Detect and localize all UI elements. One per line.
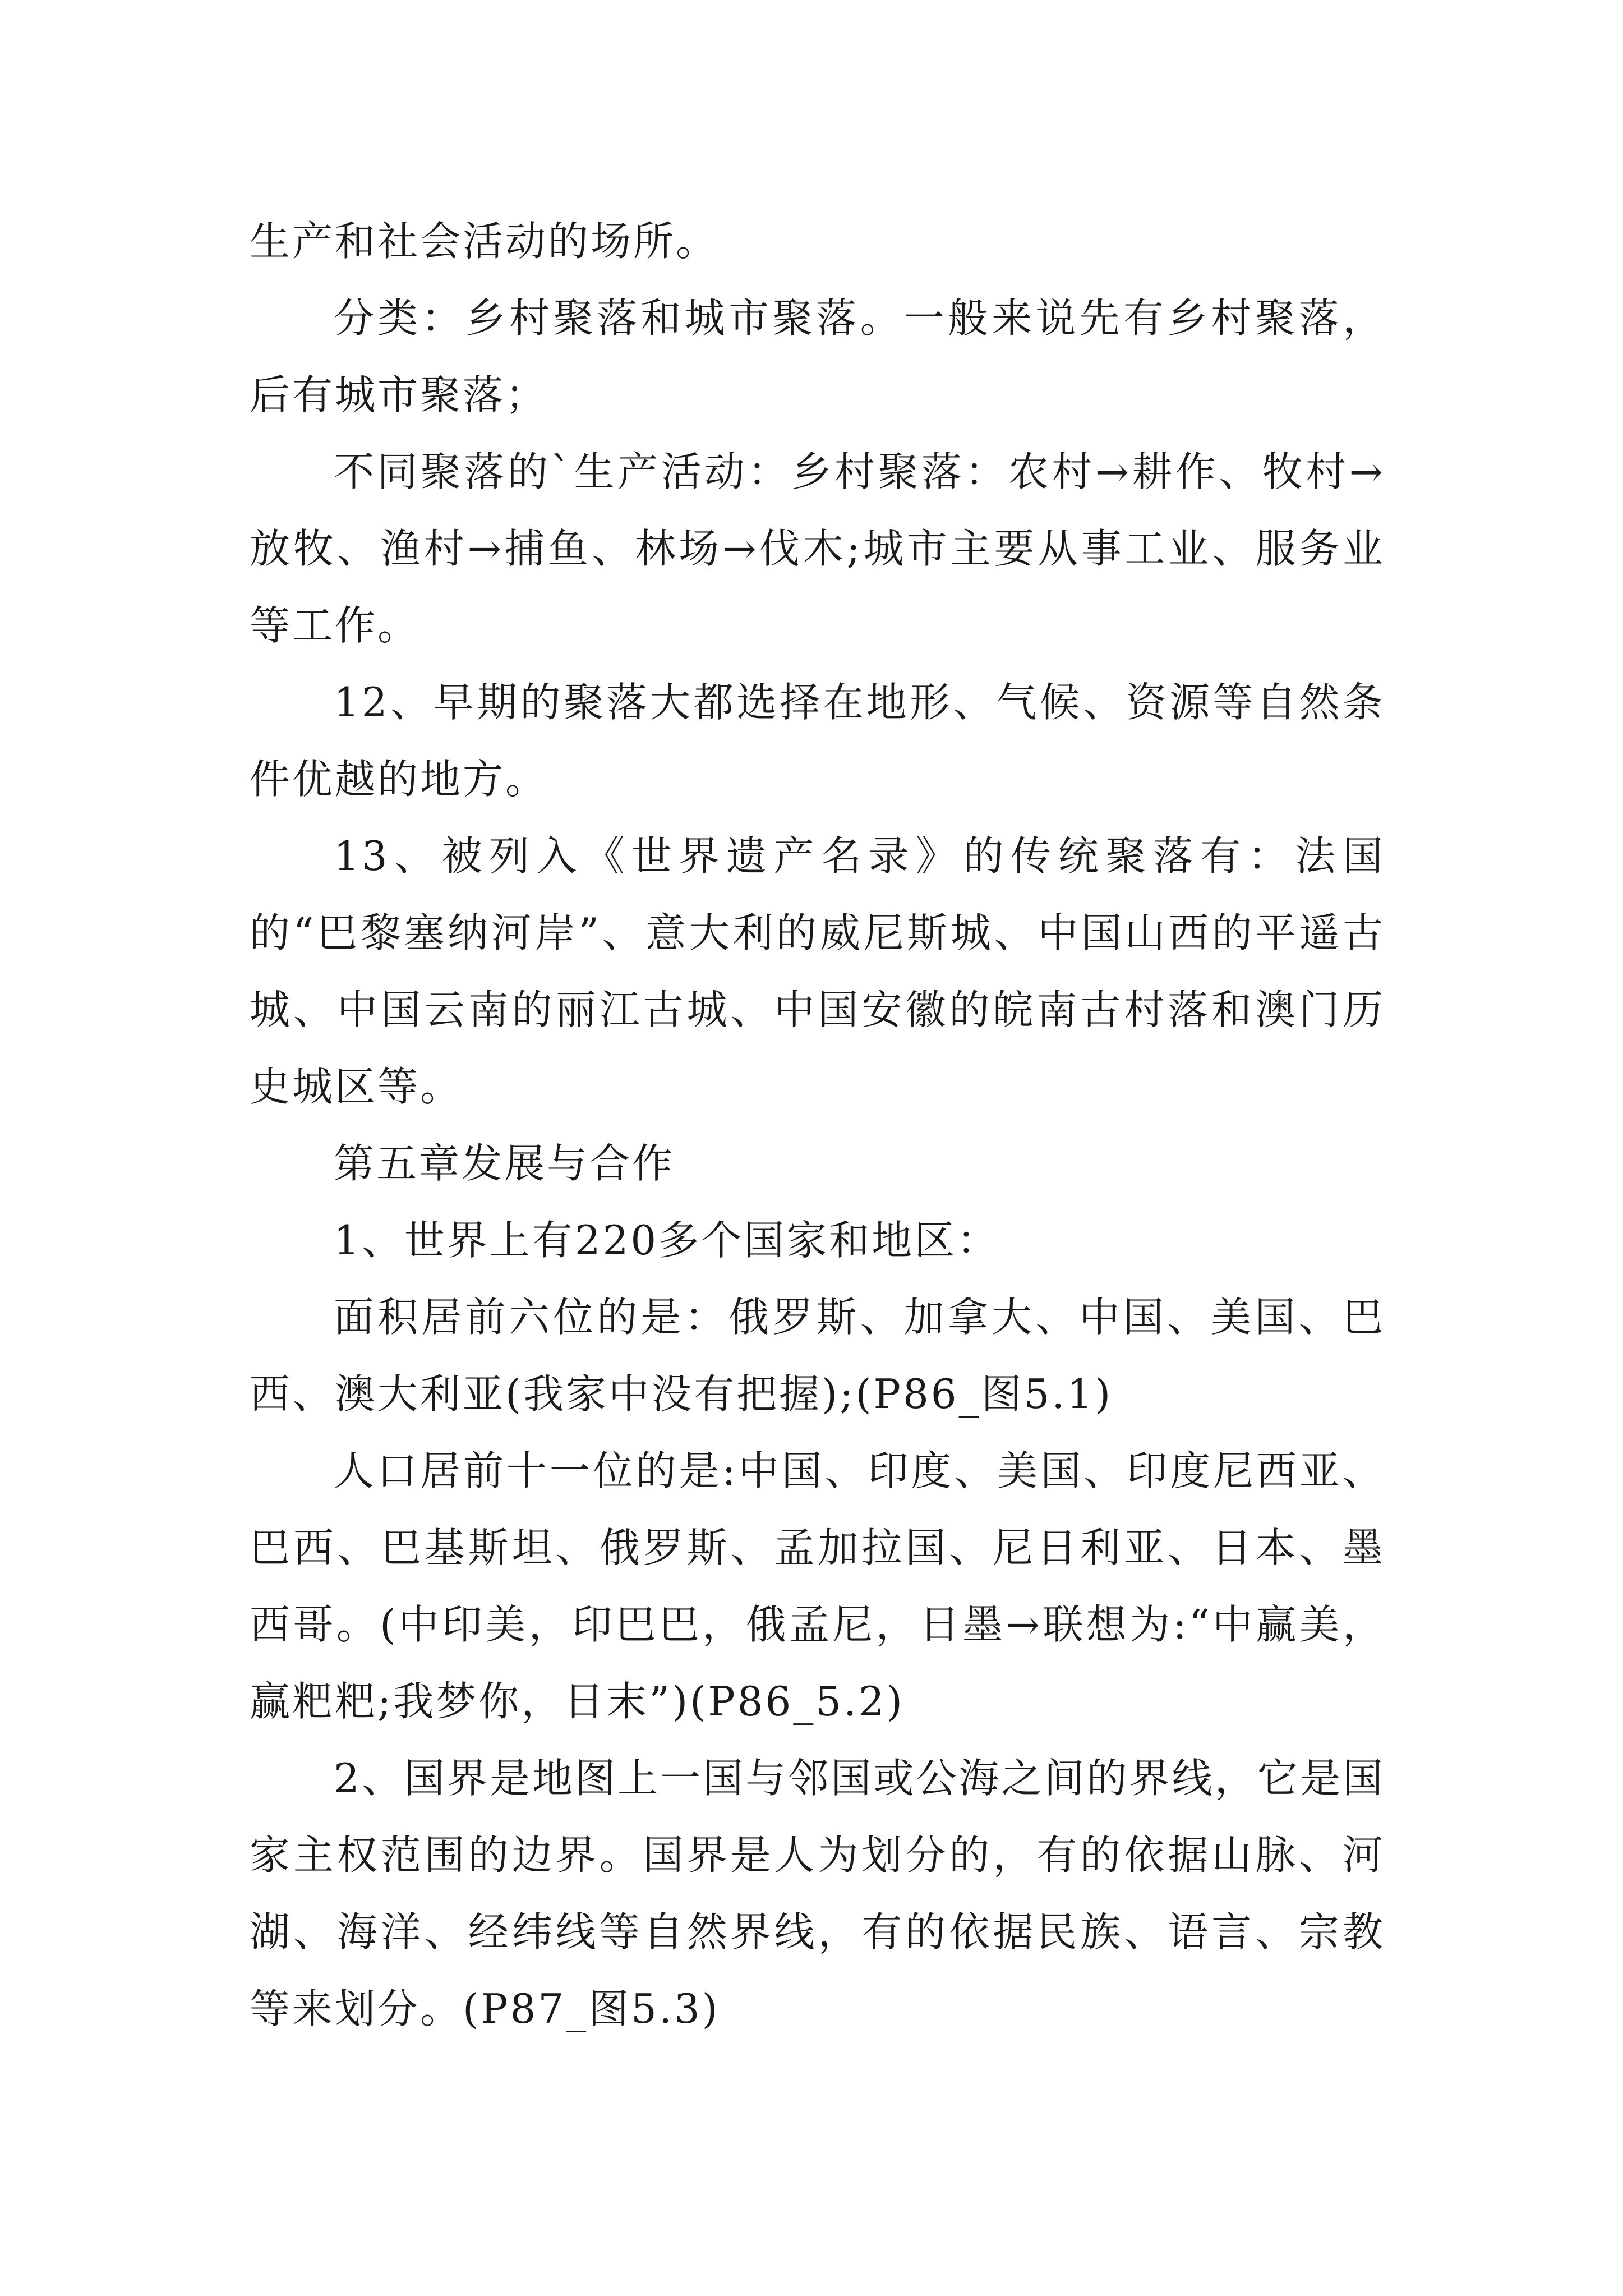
paragraph-10: 2、国界是地图上一国与邻国或公海之间的界线，它是国家主权范围的边界。国界是人为划分的，有的依据山脉、河湖、海洋、经纬线等自然界线，有的依据民族、语言、宗教等来划分。(P87_图5.3) [250, 1755, 1385, 2032]
paragraph-4: 12、早期的聚落大都选择在地形、气候、资源等自然条件优越的地方。 [250, 679, 1385, 803]
paragraph-3: 不同聚落的`生产活动：乡村聚落：农村→耕作、牧村→放牧、渔村→捕鱼、林场→伐木;城市主要从事工业、服务业等工作。 [250, 448, 1385, 649]
paragraph-9: 人口居前十一位的是:中国、印度、美国、印度尼西亚、巴西、巴基斯坦、俄罗斯、孟加拉国、尼日利亚、日本、墨西哥。(中印美，印巴巴，俄孟尼，日墨→联想为:“中赢美，赢粑粑;我梦你，日末”)(P86_5.2) [250, 1447, 1385, 1725]
paragraph-8: 面积居前六位的是：俄罗斯、加拿大、中国、美国、巴西、澳大利亚(我家中没有把握);(P86_图5.1) [250, 1294, 1385, 1418]
paragraph-7: 1、世界上有220多个国家和地区： [334, 1217, 1000, 1264]
document-page [250, 203, 1385, 2047]
paragraph-5: 13、被列入《世界遗产名录》的传统聚落有：法国的“巴黎塞纳河岸”、意大利的威尼斯城、中国山西的平遥古城、中国云南的丽江古城、中国安徽的皖南古村落和澳门历史城区等。 [250, 832, 1385, 1110]
paragraph-1: 生产和社会活动的场所。 [250, 218, 719, 265]
chapter-heading: 第五章发展与合作 [334, 1140, 675, 1187]
paragraph-2: 分类：乡村聚落和城市聚落。一般来说先有乡村聚落，后有城市聚落； [250, 295, 1385, 418]
